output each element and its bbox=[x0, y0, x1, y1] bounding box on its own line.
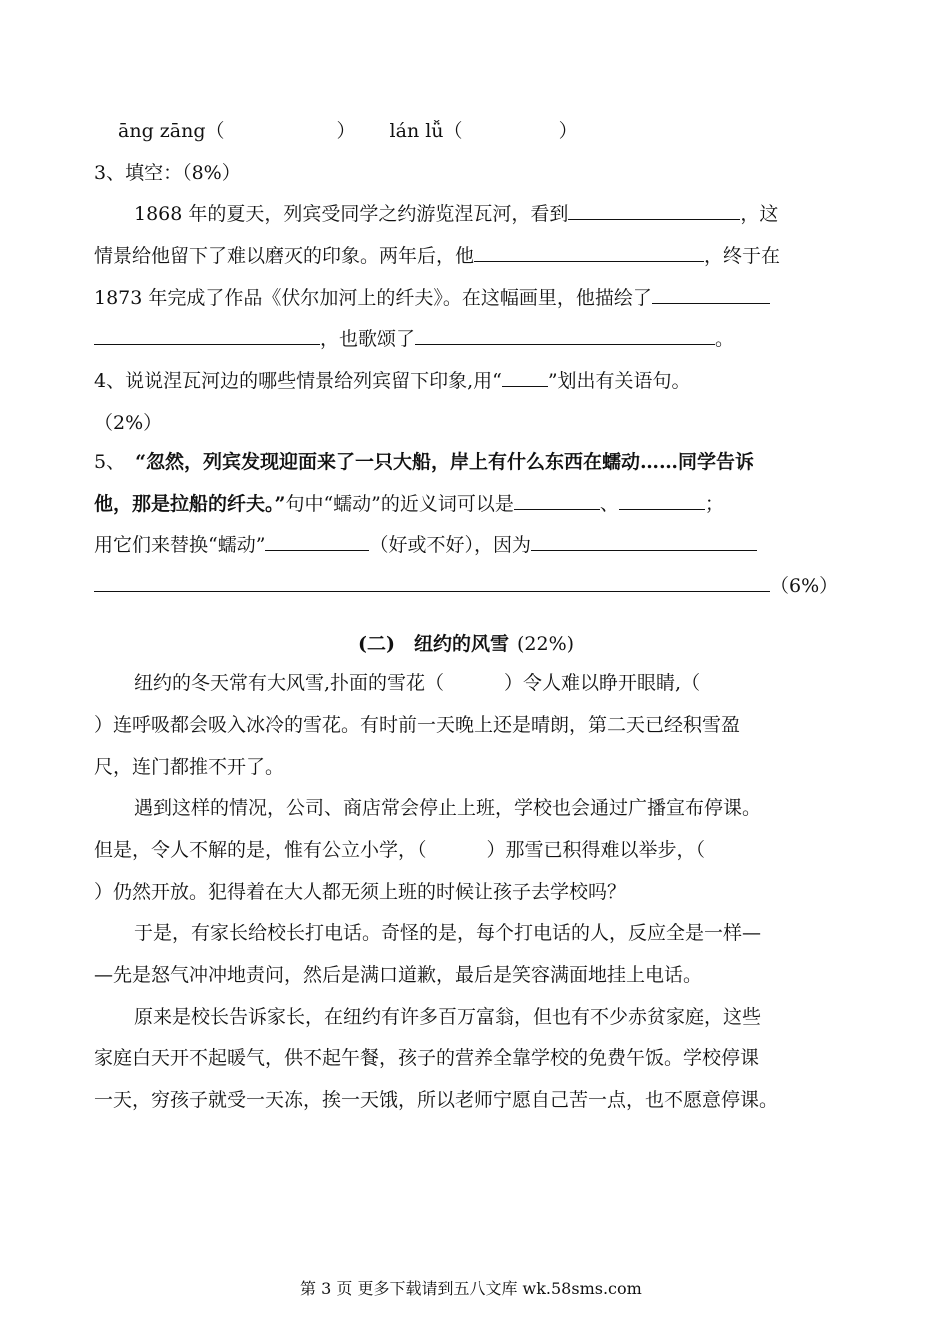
answer-blank[interactable] bbox=[514, 491, 600, 510]
q5-text: 用它们来替换“蠕动” bbox=[94, 534, 266, 556]
q3-text: 1873 年完成了作品《伏尔加河上的纤夫》。在这幅画里，他描绘了 bbox=[94, 287, 652, 309]
passage-text: 纽约的冬天常有大风雪,扑面的雪花（ bbox=[134, 672, 445, 694]
q4-text: ”划出有关语句。 bbox=[547, 370, 691, 392]
answer-blank[interactable] bbox=[94, 573, 770, 592]
passage-line: 遇到这样的情况，公司、商店常会停止上班，学校也会通过广播宣布停课。 bbox=[134, 797, 762, 819]
q3-line-1 bbox=[134, 201, 778, 227]
q5-text: 句中“蠕动”的近义词可以是 bbox=[285, 493, 514, 515]
q3-text: ，也歌颂了 bbox=[320, 328, 416, 350]
q3-line-2 bbox=[94, 243, 780, 269]
pinyin-item-2: lán lǚ bbox=[389, 120, 444, 142]
q3-text: ，终于在 bbox=[704, 245, 781, 267]
passage-line: 尺，连门都推不开了。 bbox=[94, 756, 285, 778]
passage-line: 于是，有家长给校长打电话。奇怪的是，每个打电话的人，反应全是一样— bbox=[134, 922, 762, 944]
q5-line-1 bbox=[94, 449, 754, 475]
answer-blank[interactable] bbox=[474, 243, 704, 262]
q4-score: （2%） bbox=[94, 412, 163, 434]
answer-blank[interactable] bbox=[415, 326, 715, 345]
q3-heading: 3、填空：（8%） bbox=[94, 162, 241, 184]
passage-text: 但是，令人不解的是，惟有公立小学，（ bbox=[94, 839, 427, 861]
page-footer: 第 3 页 更多下载请到五八文库 wk.58sms.com bbox=[300, 1279, 642, 1298]
passage-line: 一天，穷孩子就受一天冻，挨一天饿，所以老师宁愿自己苦一点，也不愿意停课。 bbox=[94, 1089, 779, 1111]
q3-line-3 bbox=[94, 285, 770, 311]
passage-line: ）连呼吸都会吸入冰冷的雪花。有时前一天晚上还是晴朗，第二天已经积雪盈 bbox=[94, 714, 741, 736]
q5-text: （好或不好），因为 bbox=[369, 534, 531, 556]
q3-line-4 bbox=[94, 326, 734, 352]
answer-blank[interactable] bbox=[652, 285, 770, 304]
passage-text: ）令人难以睁开眼睛,（ bbox=[504, 672, 701, 694]
paren-close: ） bbox=[336, 120, 356, 142]
answer-blank[interactable] bbox=[265, 532, 369, 551]
passage-line: 原来是校长告诉家长，在纽约有许多百万富翁，但也有不少赤贫家庭，这些 bbox=[134, 1006, 762, 1028]
q3-text: ，这 bbox=[740, 203, 779, 225]
section-title-text: (二) 纽约的风雪 bbox=[358, 633, 509, 655]
answer-blank[interactable] bbox=[568, 201, 740, 220]
q4-text: 4、说说涅瓦河边的哪些情景给列宾留下印象,用“ bbox=[94, 370, 502, 392]
pinyin-line bbox=[118, 118, 578, 144]
section-score: (22%) bbox=[516, 633, 575, 655]
answer-blank[interactable] bbox=[531, 532, 757, 551]
section-title bbox=[358, 631, 574, 657]
paren-close: ） bbox=[558, 120, 578, 142]
q4-line-1 bbox=[94, 368, 691, 394]
passage-line bbox=[134, 670, 700, 696]
paren-open: （ bbox=[205, 120, 225, 142]
q5-text: 、 bbox=[599, 493, 619, 515]
q5-number: 5、 bbox=[94, 451, 126, 473]
q5-line-4 bbox=[94, 573, 838, 599]
pinyin-item-1: āng zāng bbox=[118, 120, 206, 142]
q5-quote: “忽然，列宾发现迎面来了一只大船，岸上有什么东西在蠕动……同学告诉 bbox=[135, 451, 755, 473]
paren-open: （ bbox=[443, 120, 463, 142]
passage-line: 家庭白天开不起暖气，供不起午餐，孩子的营养全靠学校的免费午饭。学校停课 bbox=[94, 1047, 760, 1069]
q5-line-3 bbox=[94, 532, 757, 558]
q5-line-2 bbox=[94, 491, 724, 517]
q3-text: 。 bbox=[715, 328, 735, 350]
answer-blank[interactable] bbox=[619, 491, 705, 510]
q3-text: 情景给他留下了难以磨灭的印象。两年后，他 bbox=[94, 245, 475, 267]
answer-blank[interactable] bbox=[94, 326, 320, 345]
passage-line bbox=[94, 837, 705, 863]
passage-text: ）那雪已积得难以举步，（ bbox=[486, 839, 706, 861]
passage-line: —先是怒气冲冲地责问，然后是满口道歉，最后是笑容满面地挂上电话。 bbox=[94, 964, 703, 986]
q5-quote: 他，那是拉船的纤夫。” bbox=[94, 493, 286, 515]
passage-line: ）仍然开放。犯得着在大人都无须上班的时候让孩子去学校吗？ bbox=[94, 881, 627, 903]
q3-text: 1868 年的夏天，列宾受同学之约游览涅瓦河，看到 bbox=[134, 203, 569, 225]
q5-score: （6%） bbox=[770, 575, 839, 597]
q5-text: ； bbox=[704, 493, 724, 515]
underline-sample bbox=[502, 368, 548, 387]
